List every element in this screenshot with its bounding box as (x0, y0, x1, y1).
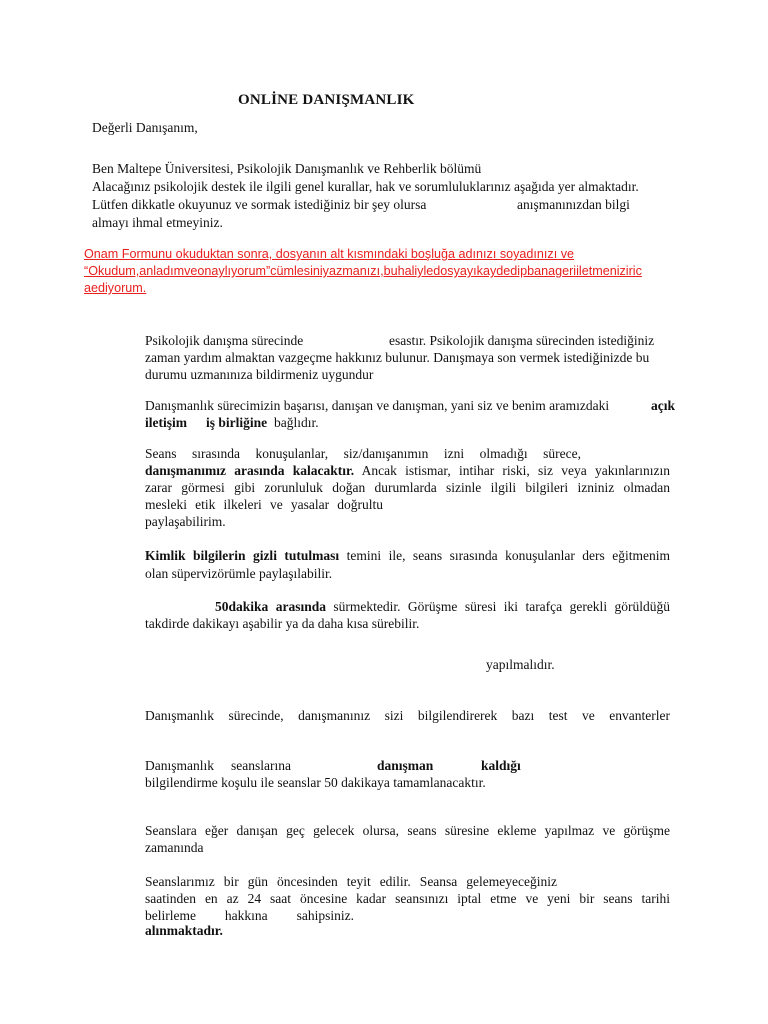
p8-word-3: danışman (377, 758, 434, 773)
notice-line-3: aediyorum. (84, 281, 147, 295)
p10-line-b: saatinden en az 24 saat öncesine kadar seansınızı iptal etme ve yeni bir seans tarihi (145, 891, 670, 906)
p5-line-b: takdirde dakikayı aşabilir ya da daha kısa sürebilir. (145, 616, 420, 631)
p8-word-2: seanslarına (231, 758, 291, 773)
document-title: ONLİNE DANIŞMANLIK (238, 92, 415, 108)
p1-line-a2: esastır. Psikolojik danışma sürecinden istediğiniz (389, 333, 655, 348)
p2-line-a2: açık (651, 398, 676, 413)
intro-line-2: Alacağınız psikolojik destek ile ilgili genel kurallar, hak ve sorumluluklarınız aşağıda yer almaktadır. (92, 179, 639, 194)
p1-line-a1: Psikolojik danışma sürecinde (145, 333, 304, 348)
p4-line-b: olan süpervizörümle paylaşılabilir. (145, 566, 333, 581)
intro-line-1: Ben Maltepe Üniversitesi, Psikolojik Danışmanlık ve Rehberlik bölümü (92, 161, 482, 176)
p1-line-c: durumu uzmanınıza bildirmeniz uygundur (145, 367, 374, 382)
p8-word-1: Danışmanlık (145, 758, 214, 773)
p3-line-c: zarar görmesi gibi zorunluluk doğan durumlarda sizinle ilgili bilgileri izniniz olmadan (145, 480, 670, 495)
p2-line-a1: Danışmanlık sürecimizin başarısı, danışan ve danışman, yani siz ve benim aramızdaki (145, 398, 610, 413)
p9-line-a: Seanslara eğer danışan geç gelecek olursa, seans süresine ekleme yapılmaz ve görüşme (145, 823, 670, 838)
notice-line-1: Onam Formunu okuduktan sonra, dosyanın alt kısmındaki boşluğa adınızı soyadınızı ve (84, 247, 575, 261)
p1-line-b: zaman yardım almaktan vazgeçme hakkınız bulunur. Danışmaya son vermek istediğinizde bu (145, 350, 650, 365)
p6-line-a: yapılmalıdır. (486, 657, 555, 672)
p3-line-b: danışmanımız arasında kalacaktır. Ancak istismar, intihar riski, siz veya yakınlarınızın (145, 463, 670, 478)
p8-line-b: bilgilendirme koşulu ile seanslar 50 dakikaya tamamlanacaktır. (145, 775, 486, 790)
p3-line-a: Seans sırasında konuşulanlar, siz/danışanımın izni olmadığı sürece, (145, 446, 581, 461)
p3-line-e: paylaşabilirim. (145, 514, 226, 529)
intro-line-3a: Lütfen dikkatle okuyunuz ve sormak istediğiniz bir şey olursa (92, 197, 427, 212)
p4-line-a: Kimlik bilgilerin gizli tutulması temini ile, seans sırasında konuşulanlar ders eğitmenim (145, 548, 670, 563)
p10-line-d: alınmaktadır. (145, 923, 223, 938)
p9-line-b: zamanında (145, 840, 204, 855)
p2-line-b3: bağlıdır. (274, 415, 319, 430)
p5-line-a: 50dakika arasında sürmektedir. Görüşme süresi iki tarafça gerekli görüldüğü (215, 599, 670, 614)
p2-line-b1: iletişim (145, 415, 187, 430)
p10-line-c: belirleme hakkına sahipsiniz. (145, 908, 354, 923)
p8-word-4: kaldığı (481, 758, 521, 773)
greeting: Değerli Danışanım, (92, 120, 198, 135)
notice-line-2: “Okudum,anladımveonaylıyorum”cümlesiniyazmanızı,buhaliyledosyayıkaydedipbanageriiletmeniziric (84, 264, 642, 278)
intro-line-3b: anışmanınızdan bilgi (517, 197, 630, 212)
p3-line-d: mesleki etik ilkeleri ve yasalar doğrultu (145, 497, 383, 512)
intro-line-4: almayı ihmal etmeyiniz. (92, 215, 223, 230)
p7-line-a: Danışmanlık sürecinde, danışmanınız sizi bilgilendirerek bazı test ve envanterler (145, 708, 670, 723)
p2-line-b2: iş birliğine (206, 415, 268, 430)
p10-line-a: Seanslarımız bir gün öncesinden teyit edilir. Seansa gelemeyeceğiniz (145, 874, 557, 889)
